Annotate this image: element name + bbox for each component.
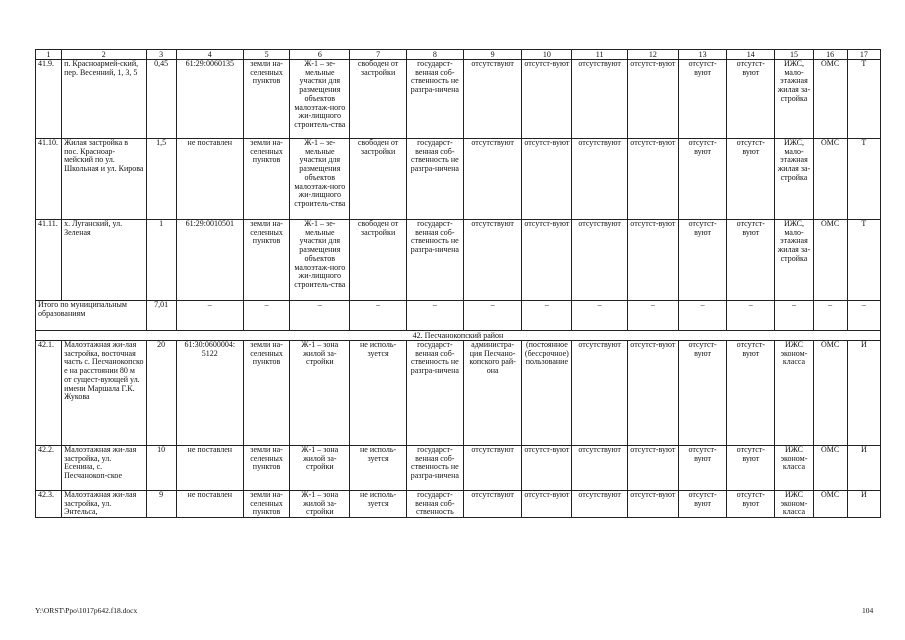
table-cell: отсутствуют [572, 139, 627, 220]
table-cell: ИЖС, мало-этажная жилая за-стройка [775, 139, 813, 220]
table-cell: отсутствуют [572, 341, 627, 446]
header-cell: 15 [775, 50, 813, 60]
table-cell: отсутст-вуют [678, 446, 726, 491]
table-cell: отсутст-вуют [522, 491, 572, 518]
header-cell: 6 [290, 50, 350, 60]
table-cell: 42.1. [36, 341, 62, 446]
table-cell: отсутст-вуют [678, 341, 726, 446]
table-cell: отсутствуют [463, 491, 521, 518]
table-cell: отсутствуют [463, 220, 521, 301]
dash-cell: – [350, 301, 406, 331]
table-cell: отсутст-вуют [627, 341, 678, 446]
table-cell: отсутствуют [463, 446, 521, 491]
table-cell: 1 [146, 220, 176, 301]
table-cell: ОМС [813, 491, 847, 518]
table-cell: отсутст-вуют [727, 341, 775, 446]
table-cell: не исполь-зуется [350, 491, 406, 518]
table-cell: не исполь-зуется [350, 341, 406, 446]
table-cell: 0,45 [146, 60, 176, 139]
header-cell: 2 [62, 50, 146, 60]
table-cell: Ж-1 – зона жилой за-стройки [290, 446, 350, 491]
header-cell: 9 [463, 50, 521, 60]
section-row [36, 331, 881, 341]
dash-cell: – [627, 301, 678, 331]
table-cell: 9 [146, 491, 176, 518]
table-cell: отсутст-вуют [522, 60, 572, 139]
dash-cell: – [775, 301, 813, 331]
table-cell: Т [847, 139, 880, 220]
table-cell: государст-венная соб-ственность не разгра-ничена [406, 220, 463, 301]
table-cell: государст-венная соб-ственность не разгра-ничена [406, 60, 463, 139]
table-cell: администра-ция Песчано-копского рай-она [463, 341, 521, 446]
footer-file-path: Y:\ORST\Ppo\1017p642.f18.docx [35, 606, 138, 615]
table-cell: отсутст-вуют [727, 220, 775, 301]
table-cell: Жилая застройка в пос. Красноар-мейский по ул. Школьная и ул. Кирова [62, 139, 146, 220]
table-cell: И [847, 341, 880, 446]
table-cell: отсутст-вуют [727, 139, 775, 220]
table-cell: не исполь-зуется [350, 446, 406, 491]
header-cell: 17 [847, 50, 880, 60]
table-cell: земли на-селенных пунктов [243, 220, 289, 301]
table-cell: 42.2. [36, 446, 62, 491]
table-row [36, 341, 881, 446]
dash-cell: – [572, 301, 627, 331]
table-cell: Ж-1 – зе-мельные участки для размещения объектов малоэтаж-ного жи-лищного строитель-ства [290, 60, 350, 139]
table-cell: Малоэтажная жи-лая застройка, ул. Энтельса, [62, 491, 146, 518]
table-cell: Малоэтажная жи-лая застройка, восточная часть с. Песчанокопско е на расстоянии 80 м от сущест-вующей ул. имени Маршала Г.К. Жукова [62, 341, 146, 446]
table-cell: ОМС [813, 139, 847, 220]
table-cell: отсутствуют [572, 60, 627, 139]
table-cell: 61:29:0060135 [176, 60, 243, 139]
dash-cell: – [727, 301, 775, 331]
table-cell: государст-венная соб-ственность не разгра-ничена [406, 341, 463, 446]
table-cell: 42.3. [36, 491, 62, 518]
table-cell: отсутст-вуют [522, 220, 572, 301]
dash-cell: – [847, 301, 880, 331]
table-cell: отсутствуют [463, 60, 521, 139]
page-number: 104 [862, 606, 874, 615]
header-cell: 1 [36, 50, 62, 60]
dash-cell: – [522, 301, 572, 331]
table-cell: отсутст-вуют [627, 446, 678, 491]
table-cell: ОМС [813, 220, 847, 301]
table-cell: земли на-селенных пунктов [243, 446, 289, 491]
table-cell: ОМС [813, 446, 847, 491]
table-cell: государст-венная соб-ственность не разгра-ничена [406, 446, 463, 491]
table-cell: Ж-1 – зона жилой за-стройки [290, 491, 350, 518]
table-cell: (постоянное (бессрочное) пользование [522, 341, 572, 446]
table-cell: отсутст-вуют [627, 220, 678, 301]
table-cell: 41.9. [36, 60, 62, 139]
table-cell: ИЖС эконом-класса [775, 446, 813, 491]
table-cell: Малоэтажная жи-лая застройка, ул. Есенина, с. Песчанокоп-ское [62, 446, 146, 491]
total-row [36, 301, 881, 331]
table-cell: отсутствуют [572, 446, 627, 491]
table-cell: отсутст-вуют [727, 60, 775, 139]
dash-cell: – [176, 301, 243, 331]
table-cell: 61:29:0010501 [176, 220, 243, 301]
table-cell: И [847, 491, 880, 518]
table-cell: отсутст-вуют [627, 60, 678, 139]
table-cell: земли на-селенных пунктов [243, 491, 289, 518]
table-cell: Ж-1 – зе-мельные участки для размещения объектов малоэтаж-ного жи-лищного строитель-ства [290, 220, 350, 301]
header-cell: 14 [727, 50, 775, 60]
header-cell: 3 [146, 50, 176, 60]
header-cell: 7 [350, 50, 406, 60]
dash-cell: – [290, 301, 350, 331]
dash-cell: – [678, 301, 726, 331]
table-row [36, 60, 881, 139]
table-cell: 41.10. [36, 139, 62, 220]
table-cell: отсутст-вуют [727, 491, 775, 518]
table-cell: Ж-1 – зе-мельные участки для размещения объектов малоэтаж-ного жи-лищного строитель-ства [290, 139, 350, 220]
table-row [36, 446, 881, 491]
table-cell: Т [847, 60, 880, 139]
table-cell: отсутст-вуют [727, 446, 775, 491]
total-label: Итого по муниципальным образованиям [36, 301, 147, 331]
table-cell: отсутст-вуют [678, 491, 726, 518]
header-cell: 13 [678, 50, 726, 60]
table-cell: отсутствуют [572, 491, 627, 518]
table-cell: отсутст-вуют [522, 139, 572, 220]
table-cell: 61:30:0600004: 5122 [176, 341, 243, 446]
table-cell: ОМС [813, 341, 847, 446]
table-cell: свободен от застройки [350, 60, 406, 139]
table-cell: отсутст-вуют [678, 60, 726, 139]
table-cell: отсутст-вуют [627, 139, 678, 220]
dash-cell: – [243, 301, 289, 331]
table-cell: п. Красноармей-ский, пер. Весенний, 1, 3, 5 [62, 60, 146, 139]
header-cell: 10 [522, 50, 572, 60]
table-cell: ИЖС, мало-этажная жилая за-стройка [775, 220, 813, 301]
table-cell: государст-венная соб-ственность [406, 491, 463, 518]
column-number-row [36, 50, 881, 60]
table-row [36, 139, 881, 220]
table-cell: отсутствуют [572, 220, 627, 301]
header-cell: 11 [572, 50, 627, 60]
table-cell: не поставлен [176, 491, 243, 518]
table-cell: 20 [146, 341, 176, 446]
table-cell: ИЖС эконом-класса [775, 341, 813, 446]
header-cell: 16 [813, 50, 847, 60]
dash-cell: – [813, 301, 847, 331]
table-cell: 10 [146, 446, 176, 491]
dash-cell: – [463, 301, 521, 331]
table-cell: отсутст-вуют [522, 446, 572, 491]
table-cell: отсутствуют [463, 139, 521, 220]
land-plots-table [35, 49, 881, 518]
table-cell: земли на-селенных пунктов [243, 341, 289, 446]
table-cell: отсутст-вуют [678, 220, 726, 301]
table-cell: х. Луганский, ул. Зеленая [62, 220, 146, 301]
header-cell: 12 [627, 50, 678, 60]
header-cell: 4 [176, 50, 243, 60]
table-cell: отсутст-вуют [627, 491, 678, 518]
table-cell: не поставлен [176, 446, 243, 491]
table-cell: И [847, 446, 880, 491]
table-cell: Т [847, 220, 880, 301]
table-cell: свободен от застройки [350, 139, 406, 220]
header-cell: 8 [406, 50, 463, 60]
table-cell: ИЖС эконом-класса [775, 491, 813, 518]
table-cell: не поставлен [176, 139, 243, 220]
table-row [36, 220, 881, 301]
table-cell: ИЖС, мало-этажная жилая за-стройка [775, 60, 813, 139]
table-cell: земли на-селенных пунктов [243, 60, 289, 139]
section-title: 42. Песчанокопский район [36, 331, 881, 341]
table-cell: 41.11. [36, 220, 62, 301]
table-cell: государст-венная соб-ственность не разгра-ничена [406, 139, 463, 220]
dash-cell: – [406, 301, 463, 331]
table-cell: Ж-1 – зона жилой за-стройки [290, 341, 350, 446]
table-cell: земли на-селенных пунктов [243, 139, 289, 220]
table-row [36, 491, 881, 518]
table-cell: ОМС [813, 60, 847, 139]
table-cell: 1,5 [146, 139, 176, 220]
table-cell: отсутст-вуют [678, 139, 726, 220]
table-cell: свободен от застройки [350, 220, 406, 301]
header-cell: 5 [243, 50, 289, 60]
total-value: 7,01 [146, 301, 176, 331]
